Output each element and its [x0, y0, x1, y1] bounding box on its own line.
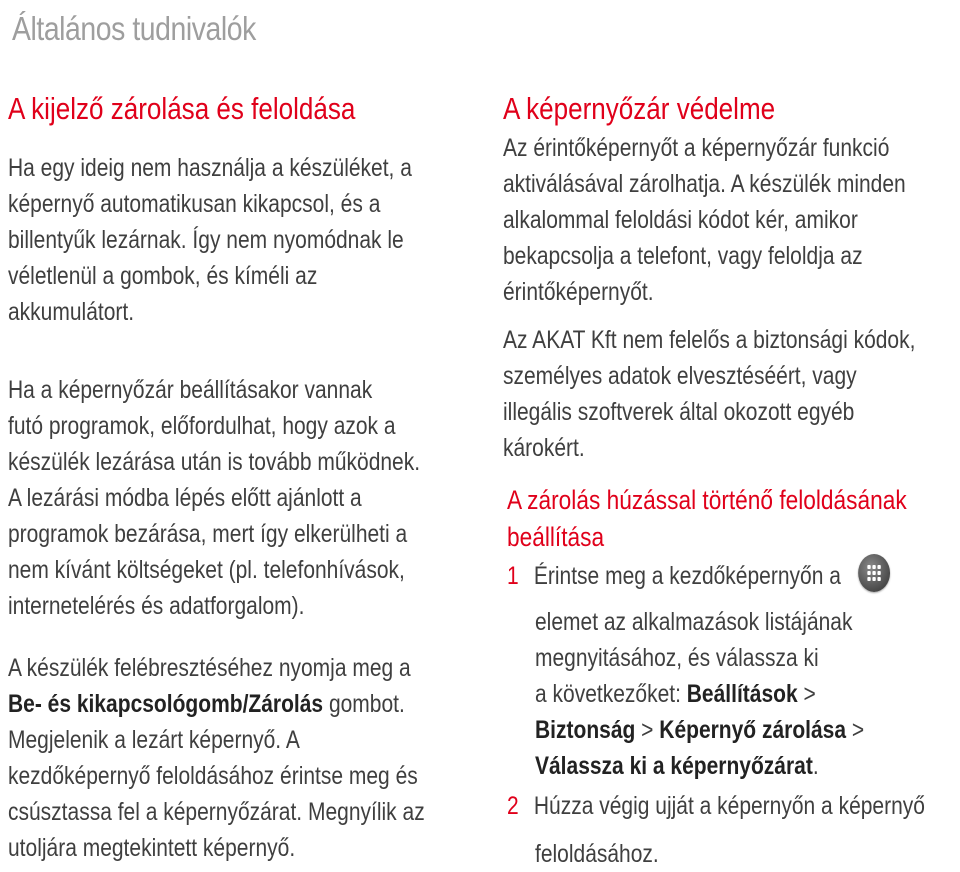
left-paragraph-3	[8, 650, 478, 866]
text-line	[535, 676, 960, 712]
text-line: Megjelenik a lezárt képernyő. A	[8, 726, 300, 754]
text-fragment: .	[812, 752, 819, 780]
text-line: elemet az alkalmazások listájának	[535, 608, 853, 636]
text-line: megnyitásához, és válassza ki	[535, 644, 819, 672]
step-2-number: 2	[507, 792, 519, 820]
text-line: bekapcsolja a telefont, vagy feloldja az	[503, 242, 863, 270]
text-line: utoljára megtekintett képernyő.	[8, 834, 296, 862]
security-label: Biztonság	[535, 716, 636, 744]
right-heading: A képernyőzár védelme	[503, 91, 776, 126]
separator: >	[797, 680, 816, 708]
text-line: Ha egy ideig nem használja a készüléket, a	[8, 154, 412, 182]
text-line: károkért.	[503, 434, 585, 462]
text-line: személyes adatok elvesztéséért, vagy	[503, 362, 857, 390]
text-line: csúsztassa fel a képernyőzárat. Megnyílik az	[8, 798, 425, 826]
text-line: A készülék felébresztéséhez nyomja meg a	[8, 654, 411, 682]
left-paragraph-1	[8, 150, 478, 330]
text-line	[535, 748, 960, 784]
text-line: Az AKAT Kft nem felelős a biztonsági kódok,	[503, 326, 916, 354]
text-line: Ha a képernyőzár beállításakor vannak	[8, 376, 373, 404]
screen-lock-label: Képernyő zárolása	[659, 716, 847, 744]
step-1-number: 1	[507, 562, 519, 590]
right-paragraph-2	[503, 322, 958, 466]
text-line	[8, 686, 478, 722]
right-subheading	[507, 482, 960, 556]
text-line: kezdőképernyő feloldásához érintse meg és	[8, 762, 418, 790]
page-header: Általános tudnivalók	[12, 10, 256, 47]
subheading-line: A zárolás húzással történő feloldásának	[507, 485, 907, 515]
text-line: internetelérés és adatforgalom).	[8, 592, 305, 620]
left-heading: A kijelző zárolása és feloldása	[8, 91, 356, 126]
text-line: aktiválásával zárolhatja. A készülék minden	[503, 170, 906, 198]
text-line: feloldásához.	[535, 840, 659, 868]
left-paragraph-2	[8, 372, 478, 624]
text-line: érintőképernyőt.	[503, 278, 654, 306]
text-line: futó programok, előfordulhat, hogy azok a	[8, 412, 396, 440]
select-screen-lock-label: Válassza ki a képernyőzárat	[535, 752, 813, 780]
text-fragment: Érintse meg a kezdőképernyőn a	[533, 562, 841, 590]
apps-grid-icon	[859, 554, 891, 592]
text-line: véletlenül a gombok, és kíméli az	[8, 262, 318, 290]
subheading-line: beállítása	[507, 522, 605, 552]
separator: >	[846, 716, 865, 744]
text-line: alkalommal feloldási kódot kér, amikor	[503, 206, 858, 234]
text-line: Húzza végig ujját a képernyőn a képernyő	[533, 792, 925, 820]
step-1-continued	[535, 604, 960, 784]
text-line: nem kívánt költségeket (pl. telefonhívások,	[8, 556, 405, 584]
text-fragment: a következőket:	[535, 680, 687, 708]
right-paragraph-1	[503, 130, 958, 310]
text-line: készülék lezárása után is tovább működnek.	[8, 448, 421, 476]
text-line: képernyő automatikusan kikapcsol, és a	[8, 190, 381, 218]
text-line: Az érintőképernyőt a képernyőzár funkció	[503, 134, 890, 162]
settings-label: Beállítások	[686, 680, 798, 708]
text-line: akkumulátort.	[8, 298, 135, 326]
text-line: programok bezárása, mert így elkerülheti a	[8, 520, 408, 548]
separator: >	[635, 716, 660, 744]
power-lock-key-label: Be- és kikapcsológomb/Zárolás	[8, 690, 324, 718]
text-fragment: gombot.	[323, 690, 405, 718]
text-line: billentyűk lezárnak. Így nem nyomódnak le	[8, 226, 404, 254]
text-line: illegális szoftverek által okozott egyéb	[503, 398, 855, 426]
text-line	[534, 558, 891, 596]
text-line	[535, 712, 960, 748]
text-line: A lezárási módba lépés előtt ajánlott a	[8, 484, 362, 512]
